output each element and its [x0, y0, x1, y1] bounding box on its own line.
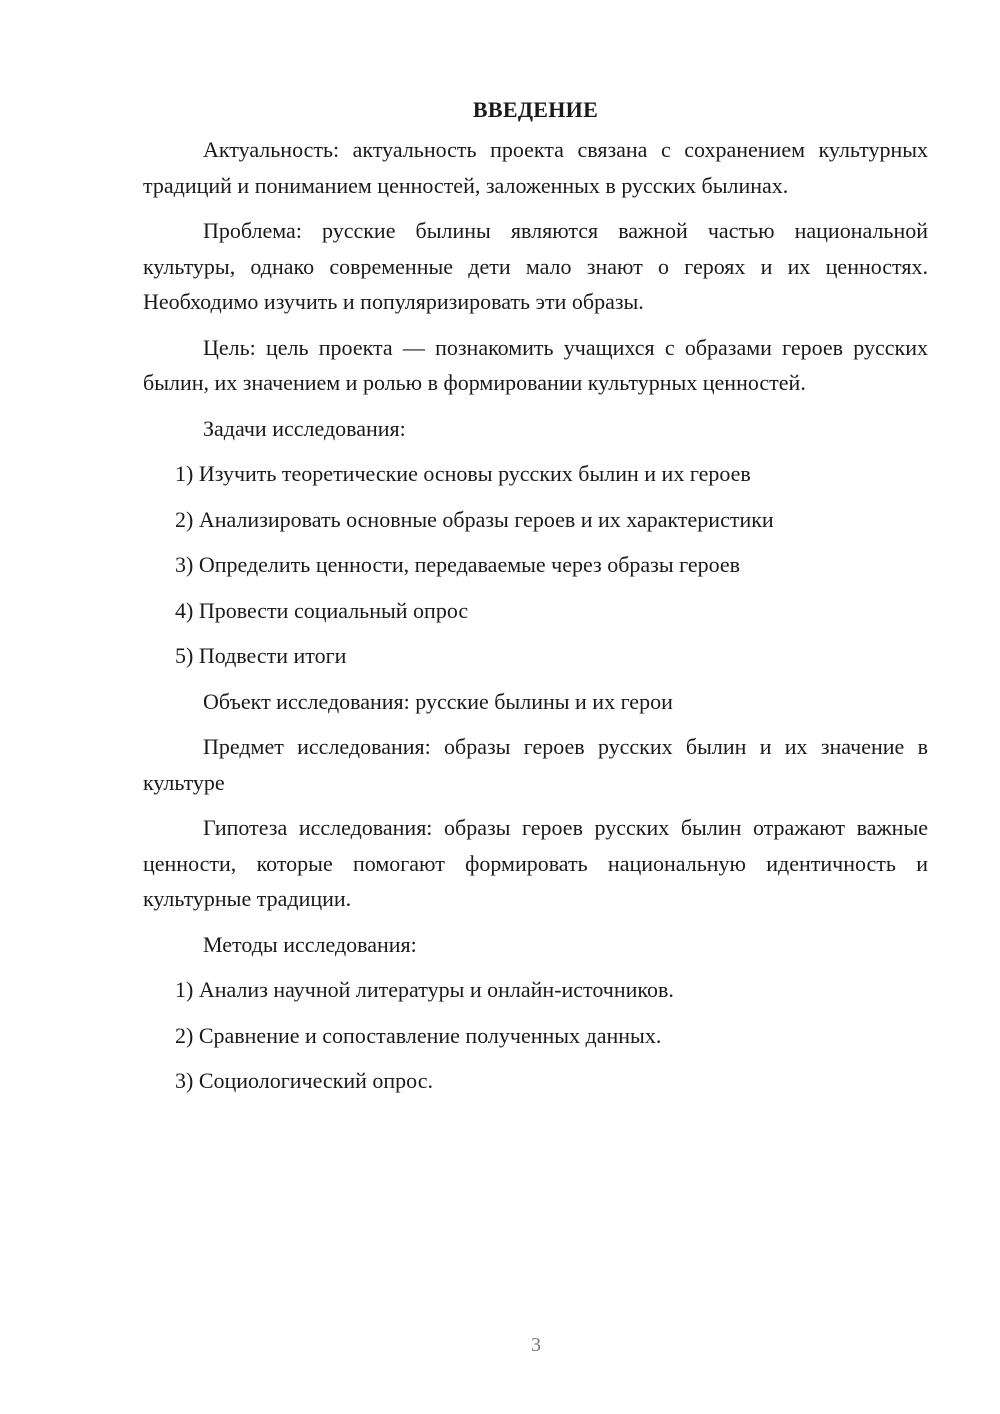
problem-paragraph: Проблема: русские былины являются важной частью национальной культуры, однако современные дети мало знают о героях и их ценностях. Необходимо изучить и популяризировать эти образы. [143, 218, 928, 314]
page-number: 3 [531, 1334, 541, 1356]
task-item: 3) Определить ценности, передаваемые через образы героев [175, 552, 741, 577]
page-title: ВВЕДЕНИЕ [472, 97, 599, 122]
task-item: 5) Подвести итоги [175, 643, 347, 668]
method-item: 2) Сравнение и сопоставление полученных данных. [175, 1022, 662, 1048]
hypothesis-paragraph: Гипотеза исследования: образы героев русских былин отражают важные ценности, которые помогают формировать национальную идентичность и культурные традиции. [143, 815, 928, 911]
methods-heading: Методы исследования: [203, 931, 417, 957]
relevance-paragraph: Актуальность: актуальность проекта связана с сохранением культурных традиций и пониманием ценностей, заложенных в русских былинах. [143, 137, 928, 198]
method-item: 3) Социологический опрос. [175, 1068, 433, 1093]
subject-paragraph: Предмет исследования: образы героев русских былин и их значение в культуре [143, 734, 928, 795]
task-item: 1) Изучить теоретические основы русских былин и их героев [175, 461, 751, 486]
tasks-heading: Задачи исследования: [203, 415, 406, 441]
object-paragraph: Объект исследования: русские былины и их герои [203, 688, 673, 714]
task-item: 2) Анализировать основные образы героев и их характеристики [175, 506, 774, 532]
method-item: 1) Анализ научной литературы и онлайн-источников. [175, 977, 674, 1002]
task-item: 4) Провести социальный опрос [175, 597, 469, 623]
goal-paragraph: Цель: цель проекта — познакомить учащихся с образами героев русских былин, их значением и ролью в формировании культурных ценностей. [143, 334, 928, 395]
page-content [143, 92, 928, 1109]
